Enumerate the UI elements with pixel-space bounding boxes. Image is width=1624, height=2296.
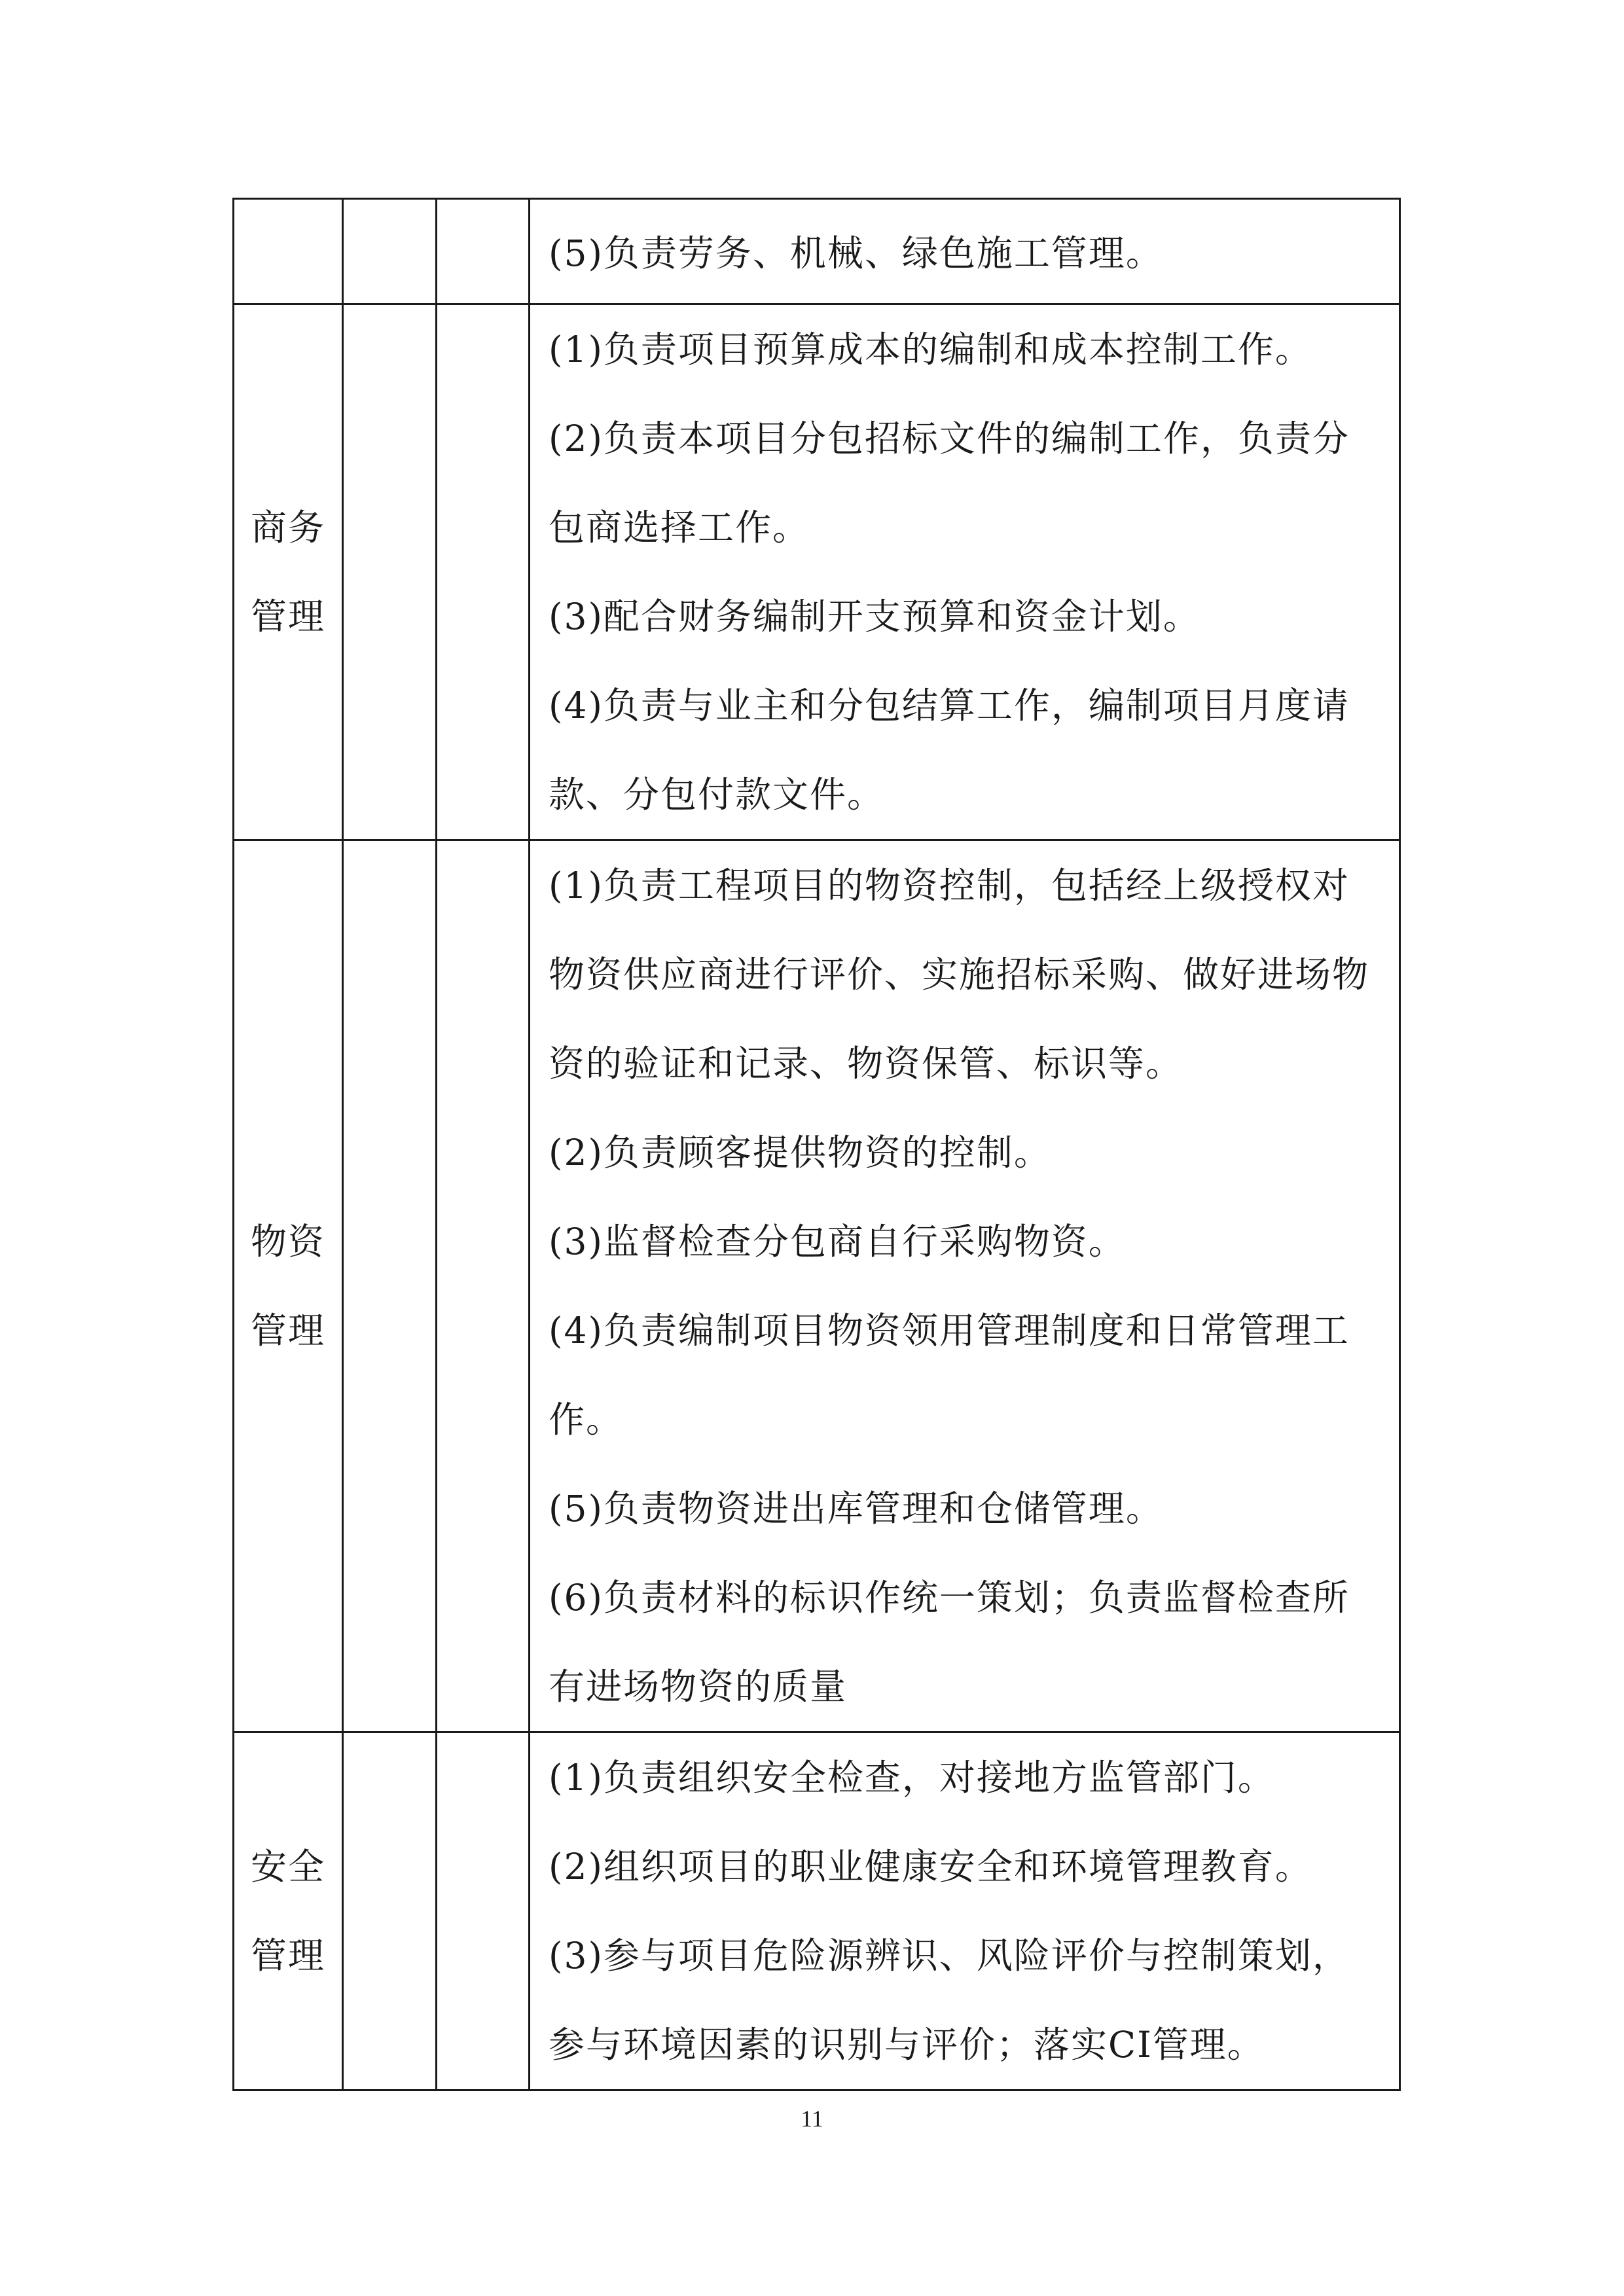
blank-cell [343,840,437,1732]
duties-cell [530,840,1400,1732]
duty-line: (4)负责与业主和分包结算工作，编制项目月度请 [549,685,1350,726]
duties-cell [530,1732,1400,2090]
department-label: 商务 [250,507,325,548]
department-label: 安全 [250,1846,325,1888]
department-cell [234,304,343,840]
duty-line: (3)配合财务编制开支预算和资金计划。 [549,596,1200,637]
duty-line: 有进场物资的质量 [549,1666,848,1708]
blank-cell [437,1732,530,2090]
duty-line: (6)负责材料的标识作统一策划；负责监督检查所 [549,1577,1350,1619]
duty-line: 包商选择工作。 [549,507,810,548]
duty-line: (1)负责项目预算成本的编制和成本控制工作。 [549,329,1312,370]
duty-line: 物资供应商进行评价、实施招标采购、做好进场物 [549,954,1370,996]
duty-line: (1)负责组织安全检查，对接地方监管部门。 [549,1757,1275,1799]
duty-line: (2)负责顾客提供物资的控制。 [549,1132,1051,1174]
department-label: 管理 [250,1310,325,1352]
department-label: 管理 [250,596,325,637]
blank-cell [343,1732,437,2090]
table-row [234,304,1400,840]
duty-line: (1)负责工程项目的物资控制，包括经上级授权对 [549,865,1350,906]
table-row [234,199,1400,304]
duty-line: (5)负责物资进出库管理和仓储管理。 [549,1488,1163,1530]
blank-cell [437,199,530,304]
table-row [234,840,1400,1732]
department-cell [234,199,343,304]
department-cell [234,1732,343,2090]
blank-cell [437,304,530,840]
duty-line: (3)监督检查分包商自行采购物资。 [549,1221,1126,1263]
duty-line: (3)参与项目危险源辨识、风险评价与控制策划， [549,1935,1350,1977]
responsibility-table [232,198,1401,2091]
blank-cell [437,840,530,1732]
page-number: 11 [801,2106,823,2132]
table-row [234,1732,1400,2090]
duty-line: (2)负责本项目分包招标文件的编制工作，负责分 [549,418,1350,459]
duties-cell [530,304,1400,840]
blank-cell [343,304,437,840]
duty-line: (5)负责劳务、机械、绿色施工管理。 [549,232,1163,274]
department-cell [234,840,343,1732]
duty-line: 参与环境因素的识别与评价；落实CI管理。 [549,2024,1265,2066]
blank-cell [343,199,437,304]
department-label: 物资 [250,1221,325,1263]
department-label: 管理 [250,1935,325,1977]
duty-line: 款、分包付款文件。 [549,774,885,816]
duty-line: (4)负责编制项目物资领用管理制度和日常管理工 [549,1310,1350,1352]
duty-line: 作。 [549,1399,624,1441]
duties-cell [530,199,1400,304]
duty-line: 资的验证和记录、物资保管、标识等。 [549,1043,1183,1085]
duty-line: (2)组织项目的职业健康安全和环境管理教育。 [549,1846,1312,1888]
